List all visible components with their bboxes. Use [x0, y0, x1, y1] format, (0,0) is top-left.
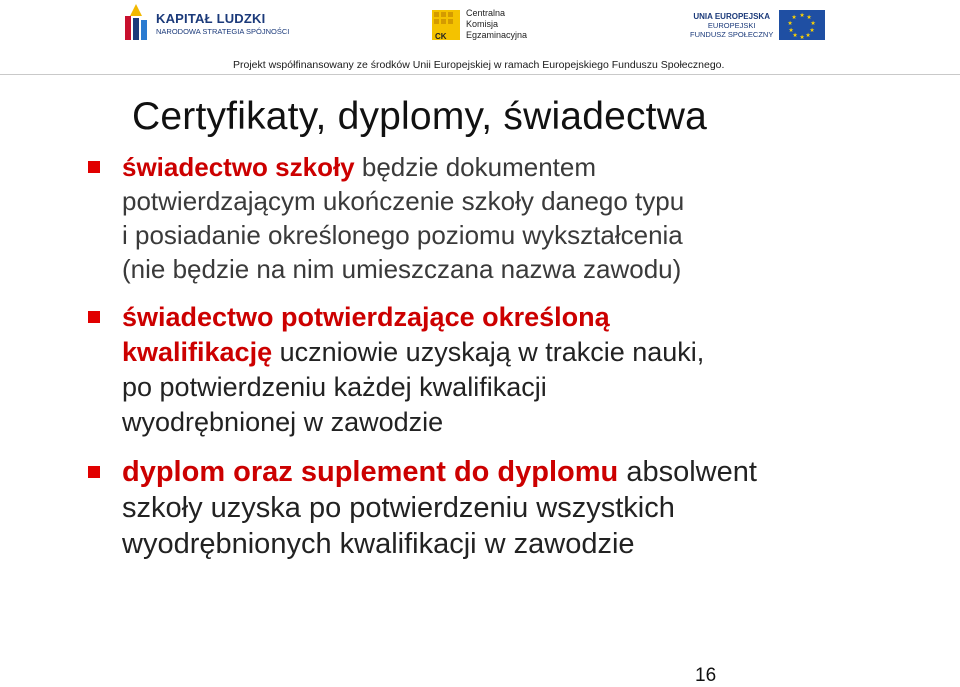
slide-title: Certyfikaty, dyplomy, świadectwa	[132, 95, 707, 138]
kapital-ludzki-title: KAPITAŁ LUDZKI	[156, 10, 266, 26]
bullet-3-line-1: absolwent	[618, 456, 757, 488]
project-funding-line: Projekt współfinansowany ze środków Unii Europejskiej w ramach Europejskiego Funduszu Społecznego.	[233, 59, 725, 71]
page-number: 16	[695, 665, 717, 686]
bullet-2-bold-line-2: kwalifikację	[122, 337, 273, 367]
bullet-item-swiadectwo-szkoly	[88, 150, 948, 286]
kapital-ludzki-emblem-icon	[122, 4, 150, 42]
bullet-1-line-4: (nie będzie na nim umieszczana nazwa zawodu)	[122, 254, 682, 284]
cke-logo	[432, 8, 527, 41]
bullet-2-line-3: po potwierdzeniu każdej kwalifikacji	[122, 372, 547, 402]
eu-line-2: EUROPEJSKI	[707, 20, 756, 30]
cke-line-2: Komisja	[466, 19, 499, 29]
bullet-2-bold-line-1: świadectwo potwierdzające określoną	[122, 302, 610, 332]
eu-line-3: FUNDUSZ SPOŁECZNY	[690, 29, 774, 39]
kapital-ludzki-logo	[122, 4, 289, 42]
bullet-item-dyplom	[88, 454, 948, 562]
bullet-1-bold: świadectwo szkoły	[122, 152, 355, 182]
bullet-1-line-1: będzie dokumentem	[354, 152, 597, 182]
bullet-1-line-2: potwierdzającym ukończenie szkoły danego typu	[122, 186, 685, 216]
bullet-square-icon	[88, 311, 100, 323]
cke-badge-text: CK	[435, 31, 447, 40]
eu-flag-icon: ★ ★ ★ ★ ★ ★ ★ ★ ★ ★	[779, 10, 825, 40]
bullet-2-line-4: wyodrębnionej w zawodzie	[122, 407, 444, 437]
bullet-3-bold: dyplom oraz suplement do dyplomu	[122, 456, 619, 488]
bullet-square-icon	[88, 161, 100, 173]
bullet-item-swiadectwo-kwalifikacji	[88, 300, 948, 440]
bullet-3-line-3: wyodrębnionych kwalifikacji w zawodzie	[122, 528, 635, 560]
bullet-square-icon	[88, 466, 100, 478]
eu-logo	[690, 10, 825, 40]
bullet-list	[88, 150, 948, 562]
cke-emblem-icon	[432, 10, 460, 40]
bullet-1-line-3: i posiadanie określonego poziomu wykształcenia	[122, 220, 683, 250]
header-divider	[0, 74, 960, 75]
eu-line-1: UNIA EUROPEJSKA	[693, 11, 770, 21]
kapital-ludzki-subtitle: NARODOWA STRATEGIA SPÓJNOŚCI	[156, 26, 290, 36]
bullet-2-line-2: uczniowie uzyskają w trakcie nauki,	[272, 337, 705, 367]
bullet-3-line-2: szkoły uzyska po potwierdzeniu wszystkich	[122, 492, 675, 524]
cke-line-1: Centralna	[466, 8, 506, 18]
header-bar	[0, 0, 960, 76]
cke-line-3: Egzaminacyjna	[466, 30, 528, 40]
